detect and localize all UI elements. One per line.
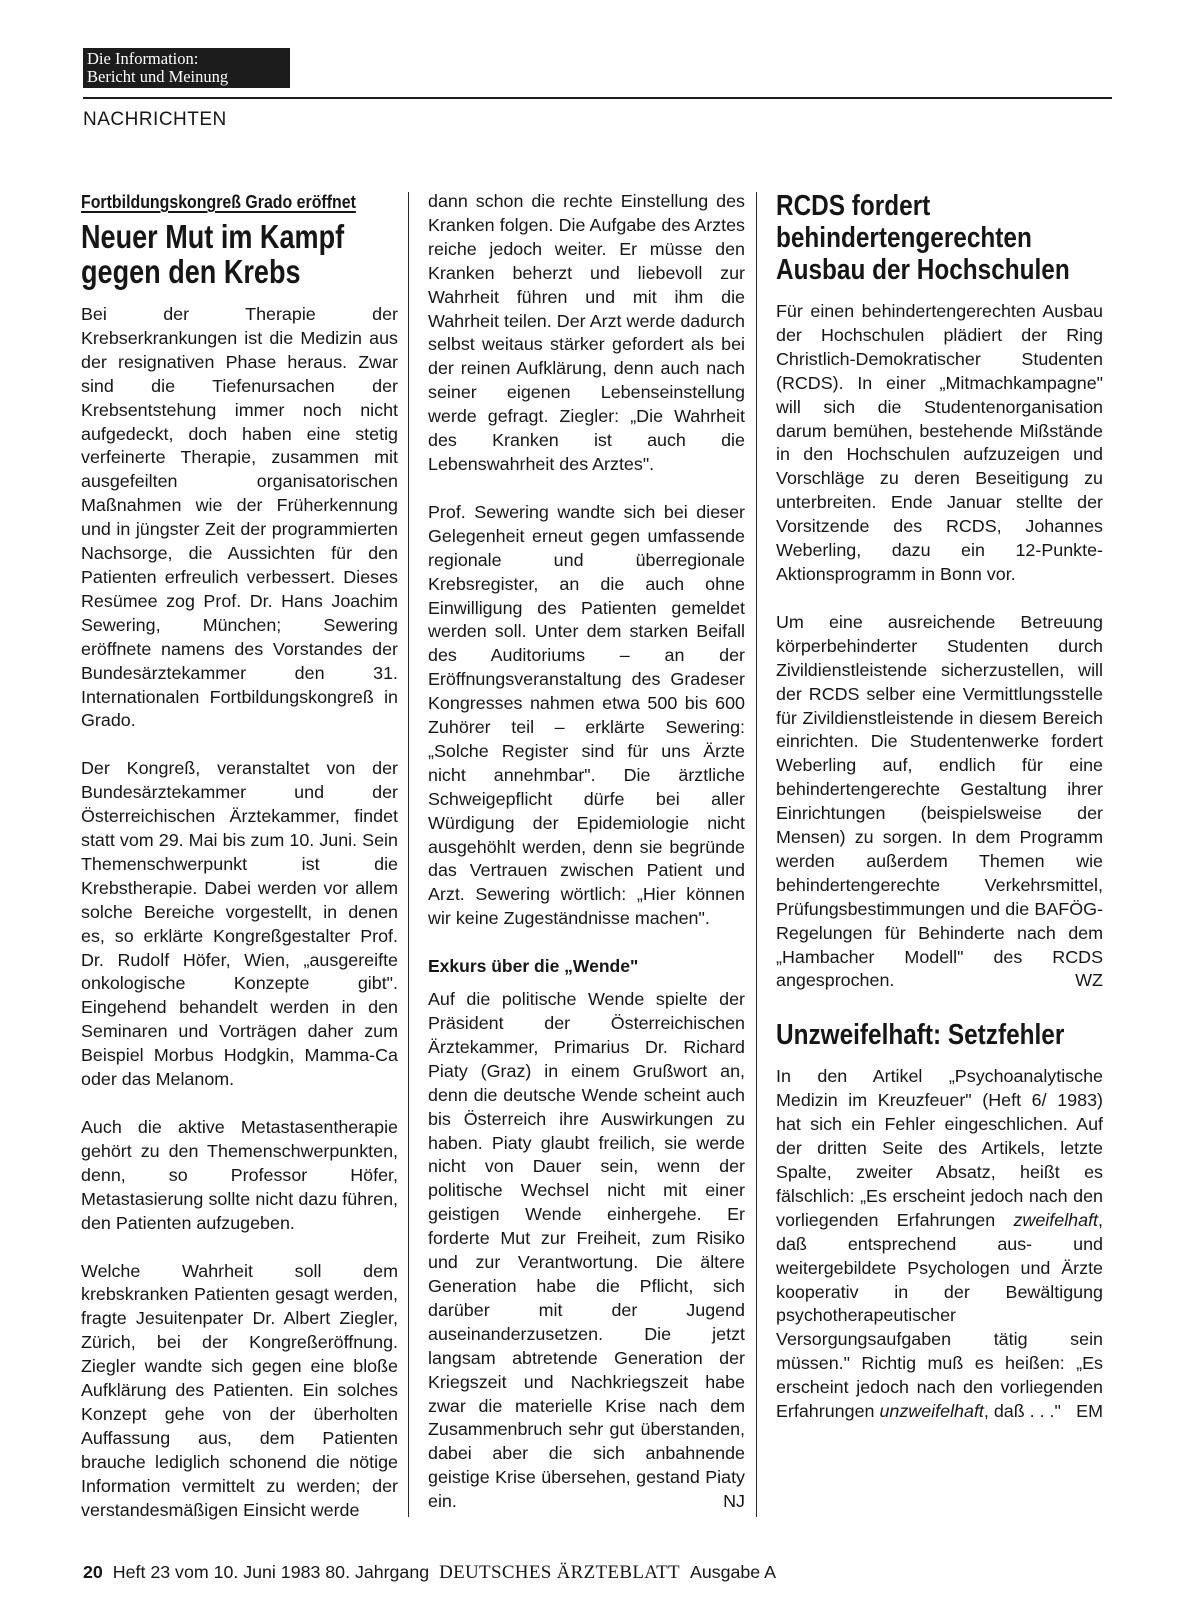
article3-headline: Unzweifelhaft: Setzfehler: [776, 1019, 1065, 1052]
page-number: 20: [83, 1562, 103, 1582]
header-rule: [83, 97, 1112, 99]
issue-info: Heft 23 vom 10. Juni 1983 80. Jahrgang: [112, 1562, 430, 1582]
department-label-box: [83, 48, 290, 88]
article1-paragraph: Auch die aktive Metastasentherapie gehört zu den Themenschwerpunkten, denn, so Professor Höfer, Metastasierung sollte nicht dazu führen, den Patienten aufzugeben.: [81, 1117, 398, 1233]
column-2: [428, 190, 745, 1514]
article2-paragraph: Für einen behindertengerechten Ausbau der Hochschulen plädiert der Ring Christlich-Demokratischer Studenten (RCDS). In einer „Mitmachkampagne" will sich die Studentenorganisation darum bemühen, bestehende Mißstände in den Hochschulen aufzuzeigen und Vorschläge zu deren Beseitigung zu unterbreiten. Ende Januar stellte der Vorsitzende des RCDS, Johannes Weberling, dazu ein 12-Punkte-Aktionsprogramm in Bonn vor.: [776, 301, 1103, 584]
article1-paragraph: Welche Wahrheit soll dem krebskranken Patienten gesagt werden, fragte Jesuitenpater Dr. Albert Ziegler, Zürich, bei der Kongreßeröffnung. Ziegler wandte sich gegen eine bloße Aufklärung des Patienten. Ein solches Konzept gehe von der überholten Auffassung aus, dem Patienten brauche lediglich schonend die nötige Information vermittelt zu werden; der verstandesmäßigen Einsicht werde: [81, 1260, 398, 1520]
article2-headline: RCDS fordert behindertengerechten Ausbau der Hochschulen: [776, 190, 1070, 286]
edition-label: Ausgabe A: [689, 1562, 776, 1582]
page-footer: [83, 1562, 776, 1584]
article1-paragraph: dann schon die rechte Einstellung des Kranken folgen. Die Aufgabe des Arztes reiche jedoch weiter. Er müsse den Kranken beherzt und liebevoll zur Wahrheit führen und mit ihm die Wahrheit teilen. Der Arzt werde dadurch selbst weitaus stärker gefordert als bei der reinen Aufklärung, denn auch nach seiner eigenen Lebenseinstellung werde gefragt. Ziegler: „Die Wahrheit des Kranken ist auch die Lebenswahrheit des Arztes".: [428, 191, 745, 474]
article2-signature: WZ: [1075, 970, 1103, 991]
column-rule: [756, 192, 757, 1517]
column-3: [776, 190, 1103, 1424]
article1-kicker: Fortbildungskongreß Grado eröffnet: [81, 191, 356, 212]
section-title: NACHRICHTEN: [83, 109, 227, 130]
journal-name: DEUTSCHES ÄRZTEBLATT: [439, 1562, 680, 1583]
article3-signature: EM: [1076, 1401, 1103, 1422]
article1-signature: NJ: [723, 1491, 745, 1512]
article3-paragraph: In den Artikel „Psychoanalytische Medizin im Kreuzfeuer" (Heft 6/ 1983) hat sich ein Fehler eingeschlichen. Auf der dritten Seite des Artikels, letzte Spalte, zweiter Absatz, heißt es fälschlich: „Es erscheint jedoch nach den vorliegenden Erfahrungen zweifelhaft, daß entsprechend aus- und weitergebildete Psychologen und Ärzte kooperativ in der Bewältigung psychotherapeutischer Versorgungsaufgaben tätig sein müssen." Richtig muß es heißen: „Es erscheint jedoch nach den vorliegenden Erfahrungen unzweifelhaft, daß . . ." EM: [776, 1065, 1103, 1424]
article2-paragraph: Um eine ausreichende Betreuung körperbehinderter Studenten durch Zivildienstleistende sicherzustellen, will der RCDS selber eine Vermittlungsstelle für Zivildienstleistende in diesem Bereich einrichten. Die Studentenwerke fordert Weberling auf, endlich für eine behindertengerechte Gestaltung ihrer Einrichtungen (beispielsweise der Mensen) zu sorgen. In dem Programm werden außerdem Themen wie behindertengerechte Verkehrsmittel, Prüfungsbestimmungen und die BAFÖG-Regelungen für Behinderte nach dem „Hambacher Modell" des RCDS angesprochen. WZ: [776, 611, 1103, 994]
article1-subheading: Exkurs über die „Wende": [428, 956, 639, 977]
column-rule: [408, 192, 409, 1517]
article1-paragraph: Auf die politische Wende spielte der Präsident der Österreichischen Ärztekammer, Primarius Dr. Richard Piaty (Graz) in einem Grußwort an, denn die deutsche Wende scheint auch bis Österreich ihre Auswirkungen zu haben. Piaty glaubt freilich, sie werde nicht von Dauer sein, wenn der politische Wechsel nicht mit einer geistigen Wende einhergehe. Er forderte Mut zur Freiheit, zum Risiko und zur Verantwortung. Die ältere Generation habe die Pflicht, sich darüber mit der Jugend auseinanderzusetzen. Die jetzt langsam abtretende Generation der Kriegszeit und Nachkriegszeit habe zwar die materielle Krise nach dem Zusammenbruch sehr gut überstanden, dabei aber die sich anbahnende geistige Krise übersehen, gestand Piaty ein. NJ: [428, 988, 745, 1514]
department-label-line1: Die Information:: [87, 49, 199, 68]
article1-paragraph: Prof. Sewering wandte sich bei dieser Gelegenheit erneut gegen umfassende regionale und überregionale Krebsregister, an die auch ohne Einwilligung des Patienten gemeldet werden soll. Unter dem starken Beifall des Auditoriums – an der Eröffnungsveranstaltung des Gradeser Kongresses nahmen etwa 500 bis 600 Zuhörer teil – erklärte Sewering: „Solche Register sind für uns Ärzte nicht annehmbar". Die ärztliche Schweigepflicht dürfe bei aller Würdigung der Epidemiologie nicht ausgehöhlt werden, denn sie begründe das Vertrauen zwischen Patient und Arzt. Sewering wörtlich: „Hier können wir keine Zugeständnisse machen".: [428, 501, 745, 929]
article1-paragraph: Bei der Therapie der Krebserkrankungen ist die Medizin aus der resignativen Phase heraus. Zwar sind die Tiefenursachen der Krebsentstehung immer noch nicht aufgedeckt, doch haben eine stetig verfeinerte Therapie, zusammen mit ausgefeilten organisatorischen Maßnahmen wie der Früherkennung und in jüngster Zeit der programmierten Nachsorge, die Aussichten für den Patienten erfreulich verbessert. Dieses Resümee zog Prof. Dr. Hans Joachim Sewering, München; Sewering eröffnete namens des Vorstandes der Bundesärztekammer den 31. Internationalen Fortbildungskongreß in Grado.: [81, 304, 398, 731]
department-label-line2: Bericht und Meinung: [87, 67, 229, 86]
column-1: [81, 190, 398, 1523]
article1-paragraph: Der Kongreß, veranstaltet von der Bundesärztekammer und der Österreichischen Ärztekammer, findet statt vom 29. Mai bis zum 10. Juni. Sein Themenschwerpunkt ist die Krebstherapie. Dabei werden vor allem solche Bereiche vorgestellt, in denen es, so erklärte Kongreßgestalter Prof. Dr. Rudolf Höfer, Wien, „ausgereifte onkologische Konzepte gibt". Eingehend behandelt werden in den Seminaren und Vorträgen daher zum Beispiel Morbus Hodgkin, Mamma-Ca oder das Melanom.: [81, 758, 398, 1090]
article1-headline: Neuer Mut im Kampf gegen den Krebs: [81, 218, 345, 290]
